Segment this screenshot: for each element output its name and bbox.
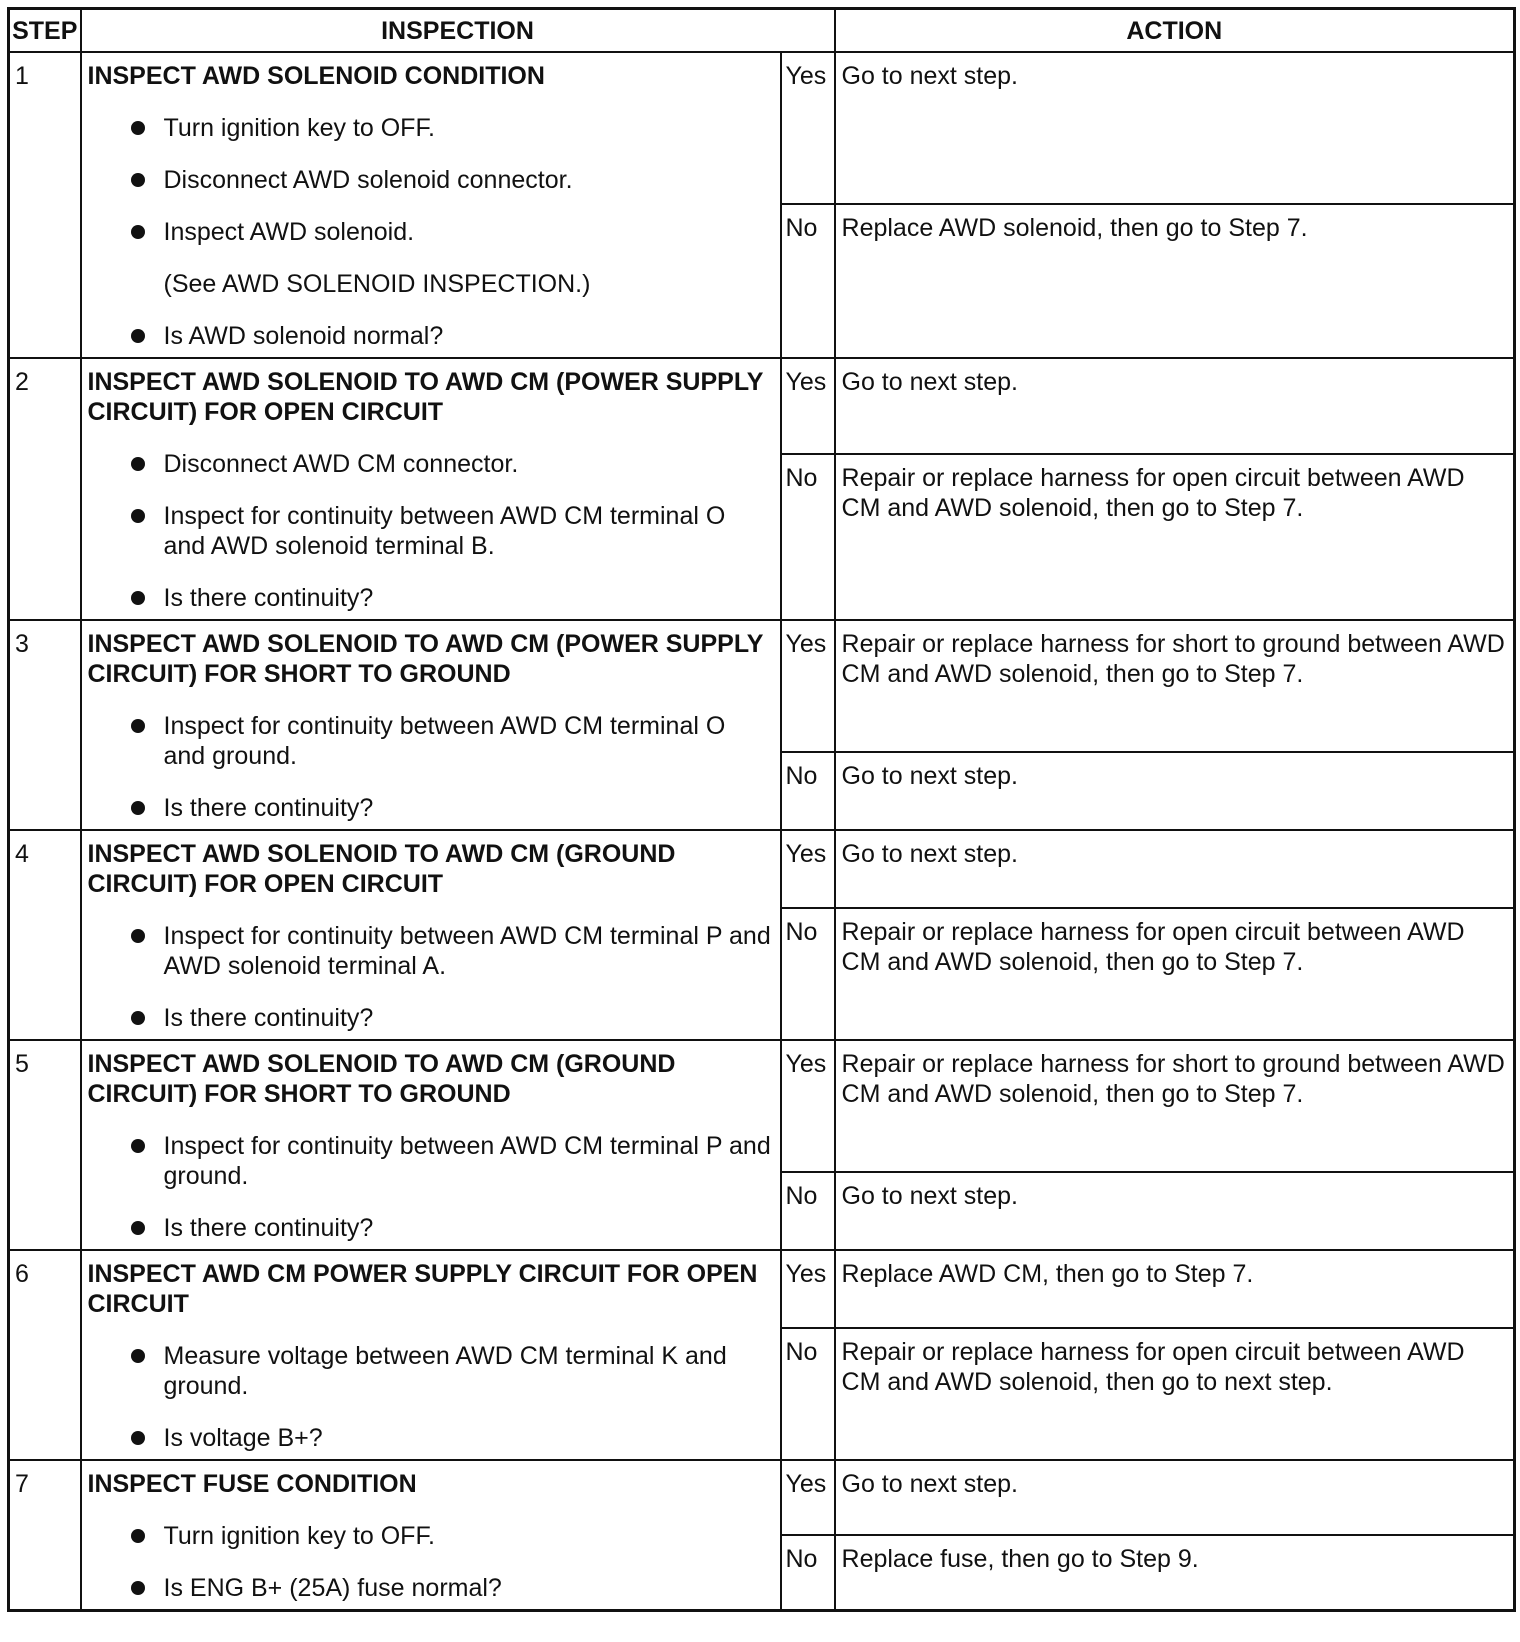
no-action: Replace AWD solenoid, then go to Step 7. [835, 204, 1515, 358]
step-row [9, 52, 1515, 204]
yes-label: Yes [781, 1460, 835, 1535]
no-label: No [781, 752, 835, 830]
inspection-cell [81, 620, 781, 830]
inspection-note: (See AWD SOLENOID INSPECTION.) [163, 270, 591, 298]
bullet-icon [131, 1139, 145, 1153]
bullet-item: Disconnect AWD CM connector. [88, 449, 774, 479]
bullet-item: Turn ignition key to OFF. [88, 1521, 774, 1551]
yes-label: Yes [781, 830, 835, 908]
no-action: Go to next step. [835, 752, 1515, 830]
inspection-bullets [88, 711, 774, 823]
step-row [9, 830, 1515, 908]
bullet-icon [131, 929, 145, 943]
bullet-item: Is voltage B+? [88, 1423, 774, 1453]
inspection-cell [81, 52, 781, 358]
bullet-item: Disconnect AWD solenoid connector. [88, 165, 774, 195]
no-label: No [781, 1535, 835, 1611]
bullet-item: Is there continuity? [88, 1213, 774, 1243]
no-action: Repair or replace harness for open circuit between AWD CM and AWD solenoid, then go to next step. [835, 1328, 1515, 1460]
no-label: No [781, 1328, 835, 1460]
inspection-bullets [88, 1521, 774, 1603]
inspection-bullets [88, 1341, 774, 1453]
no-action: Repair or replace harness for open circuit between AWD CM and AWD solenoid, then go to Step 7. [835, 908, 1515, 1040]
step-row [9, 1040, 1515, 1172]
inspection-title: INSPECT AWD SOLENOID TO AWD CM (GROUND CIRCUIT) FOR OPEN CIRCUIT [87, 840, 676, 898]
step-number: 6 [9, 1250, 81, 1460]
step-row [9, 620, 1515, 752]
bullet-item: Turn ignition key to OFF. [88, 113, 774, 143]
step-number: 2 [9, 358, 81, 620]
bullet-item: Inspect AWD solenoid. [88, 217, 774, 247]
bullet-item: Inspect for continuity between AWD CM terminal O and ground. [88, 711, 774, 771]
bullet-icon [131, 225, 145, 239]
bullet-item: Inspect for continuity between AWD CM terminal P and AWD solenoid terminal A. [88, 921, 774, 981]
inspection-bullets [88, 921, 774, 1033]
yes-label: Yes [781, 358, 835, 454]
bullet-icon [131, 1529, 145, 1543]
bullet-icon [131, 457, 145, 471]
bullet-icon [131, 591, 145, 605]
inspection-title: INSPECT FUSE CONDITION [87, 1470, 417, 1498]
inspection-cell [81, 358, 781, 620]
yes-action: Go to next step. [835, 1460, 1515, 1535]
step-number: 1 [9, 52, 81, 358]
inspection-bullets-tail [88, 321, 774, 351]
no-label: No [781, 908, 835, 1040]
inspection-bullets [88, 113, 774, 247]
bullet-icon [131, 329, 145, 343]
yes-action: Repair or replace harness for short to ground between AWD CM and AWD solenoid, then go to Step 7. [835, 620, 1515, 752]
inspection-cell [81, 1040, 781, 1250]
no-action: Go to next step. [835, 1172, 1515, 1250]
bullet-icon [131, 1581, 145, 1595]
bullet-icon [131, 1221, 145, 1235]
inspection-title: INSPECT AWD SOLENOID TO AWD CM (GROUND CIRCUIT) FOR SHORT TO GROUND [87, 1050, 676, 1108]
yes-action: Replace AWD CM, then go to Step 7. [835, 1250, 1515, 1328]
no-label: No [781, 204, 835, 358]
inspection-bullets [88, 1131, 774, 1243]
inspection-table [7, 7, 1516, 1612]
bullet-icon [131, 1431, 145, 1445]
header-inspection: INSPECTION [81, 9, 835, 53]
bullet-item: Is there continuity? [88, 1003, 774, 1033]
yes-action: Repair or replace harness for short to ground between AWD CM and AWD solenoid, then go to Step 7. [835, 1040, 1515, 1172]
yes-label: Yes [781, 1040, 835, 1172]
bullet-item: Is ENG B+ (25A) fuse normal? [88, 1573, 774, 1603]
bullet-item: Is there continuity? [88, 583, 774, 613]
step-number: 7 [9, 1460, 81, 1611]
step-row [9, 1250, 1515, 1328]
yes-action: Go to next step. [835, 358, 1515, 454]
step-number: 4 [9, 830, 81, 1040]
step-number: 3 [9, 620, 81, 830]
bullet-icon [131, 509, 145, 523]
yes-label: Yes [781, 52, 835, 204]
no-label: No [781, 1172, 835, 1250]
bullet-item: Inspect for continuity between AWD CM terminal P and ground. [88, 1131, 774, 1191]
header-step: STEP [9, 9, 81, 53]
bullet-icon [131, 1011, 145, 1025]
bullet-item: Inspect for continuity between AWD CM terminal O and AWD solenoid terminal B. [88, 501, 774, 561]
no-label: No [781, 454, 835, 620]
inspection-cell [81, 1250, 781, 1460]
inspection-bullets [88, 449, 774, 613]
bullet-item: Is AWD solenoid normal? [88, 321, 774, 351]
step-row [9, 1460, 1515, 1535]
bullet-icon [131, 719, 145, 733]
step-row [9, 358, 1515, 454]
bullet-icon [131, 173, 145, 187]
bullet-icon [131, 1349, 145, 1363]
bullet-item: Measure voltage between AWD CM terminal K and ground. [88, 1341, 774, 1401]
inspection-cell [81, 830, 781, 1040]
bullet-item: Is there continuity? [88, 793, 774, 823]
inspection-title: INSPECT AWD SOLENOID TO AWD CM (POWER SUPPLY CIRCUIT) FOR SHORT TO GROUND [87, 630, 764, 688]
no-action: Repair or replace harness for open circuit between AWD CM and AWD solenoid, then go to Step 7. [835, 454, 1515, 620]
inspection-title: INSPECT AWD CM POWER SUPPLY CIRCUIT FOR OPEN CIRCUIT [87, 1260, 758, 1318]
inspection-cell [81, 1460, 781, 1611]
step-number: 5 [9, 1040, 81, 1250]
bullet-icon [131, 801, 145, 815]
header-row [9, 9, 1515, 53]
no-action: Replace fuse, then go to Step 9. [835, 1535, 1515, 1611]
yes-action: Go to next step. [835, 830, 1515, 908]
header-action: ACTION [835, 9, 1515, 53]
yes-label: Yes [781, 1250, 835, 1328]
yes-label: Yes [781, 620, 835, 752]
inspection-title: INSPECT AWD SOLENOID TO AWD CM (POWER SUPPLY CIRCUIT) FOR OPEN CIRCUIT [87, 368, 764, 426]
bullet-icon [131, 121, 145, 135]
inspection-title: INSPECT AWD SOLENOID CONDITION [87, 62, 545, 90]
yes-action: Go to next step. [835, 52, 1515, 204]
